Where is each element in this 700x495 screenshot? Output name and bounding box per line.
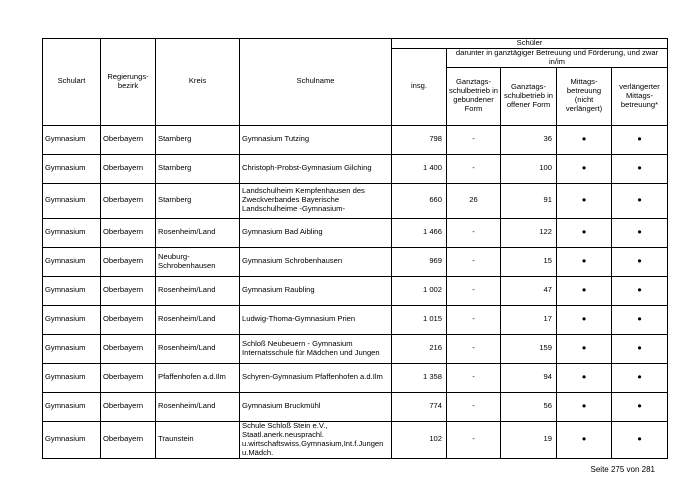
cell-mittags: ●	[557, 247, 612, 276]
cell-verlaengert: ●	[612, 218, 668, 247]
cell-schulname: Gymnasium Bad Aibling	[240, 218, 392, 247]
cell-kreis: Rosenheim/Land	[156, 334, 240, 363]
cell-mittags: ●	[557, 392, 612, 421]
cell-gebunden: -	[447, 218, 501, 247]
page-number: Seite 275 von 281	[590, 465, 655, 474]
cell-mittags: ●	[557, 125, 612, 154]
cell-mittags: ●	[557, 276, 612, 305]
cell-gebunden: -	[447, 334, 501, 363]
cell-verlaengert: ●	[612, 154, 668, 183]
header-darunter: darunter in ganztägiger Betreuung und Förderung, und zwar in/im	[447, 48, 668, 67]
cell-schulname: Schyren-Gymnasium Pfaffenhofen a.d.Ilm	[240, 363, 392, 392]
school-table	[42, 38, 668, 459]
cell-regierungsbezirk: Oberbayern	[101, 125, 156, 154]
header-regierungsbezirk: Regierungs-bezirk	[101, 39, 156, 126]
cell-offen: 94	[501, 363, 557, 392]
cell-gebunden: -	[447, 247, 501, 276]
cell-gebunden: -	[447, 276, 501, 305]
cell-gebunden: -	[447, 363, 501, 392]
table-row	[43, 125, 668, 154]
table-row	[43, 334, 668, 363]
cell-schulart: Gymnasium	[43, 154, 101, 183]
cell-mittags: ●	[557, 363, 612, 392]
cell-regierungsbezirk: Oberbayern	[101, 154, 156, 183]
table-row	[43, 154, 668, 183]
table-row	[43, 363, 668, 392]
cell-mittags: ●	[557, 421, 612, 458]
cell-verlaengert: ●	[612, 334, 668, 363]
table-row	[43, 421, 668, 458]
cell-regierungsbezirk: Oberbayern	[101, 421, 156, 458]
cell-kreis: Starnberg	[156, 183, 240, 218]
cell-schulart: Gymnasium	[43, 183, 101, 218]
cell-schulart: Gymnasium	[43, 247, 101, 276]
header-verlaengert: verlängerter Mittags-betreuung*	[612, 67, 668, 125]
table-row	[43, 218, 668, 247]
table-row	[43, 392, 668, 421]
cell-verlaengert: ●	[612, 305, 668, 334]
cell-kreis: Rosenheim/Land	[156, 276, 240, 305]
cell-insg: 969	[392, 247, 447, 276]
cell-regierungsbezirk: Oberbayern	[101, 247, 156, 276]
cell-offen: 19	[501, 421, 557, 458]
table-row	[43, 305, 668, 334]
cell-gebunden: -	[447, 421, 501, 458]
cell-kreis: Traunstein	[156, 421, 240, 458]
cell-insg: 216	[392, 334, 447, 363]
cell-offen: 17	[501, 305, 557, 334]
header-schueler: Schüler	[392, 39, 668, 49]
cell-offen: 159	[501, 334, 557, 363]
cell-insg: 1 358	[392, 363, 447, 392]
cell-gebunden: 26	[447, 183, 501, 218]
cell-regierungsbezirk: Oberbayern	[101, 363, 156, 392]
cell-schulname: Gymnasium Schrobenhausen	[240, 247, 392, 276]
header-kreis: Kreis	[156, 39, 240, 126]
cell-schulname: Schloß Neubeuern - Gymnasium Internatsschule für Mädchen und Jungen	[240, 334, 392, 363]
cell-regierungsbezirk: Oberbayern	[101, 218, 156, 247]
cell-schulart: Gymnasium	[43, 392, 101, 421]
cell-mittags: ●	[557, 154, 612, 183]
cell-schulname: Gymnasium Raubling	[240, 276, 392, 305]
cell-offen: 56	[501, 392, 557, 421]
cell-insg: 1 002	[392, 276, 447, 305]
cell-gebunden: -	[447, 154, 501, 183]
cell-mittags: ●	[557, 218, 612, 247]
cell-schulart: Gymnasium	[43, 421, 101, 458]
cell-schulart: Gymnasium	[43, 276, 101, 305]
cell-schulname: Ludwig-Thoma-Gymnasium Prien	[240, 305, 392, 334]
cell-kreis: Neuburg-Schrobenhausen	[156, 247, 240, 276]
cell-insg: 1 400	[392, 154, 447, 183]
cell-mittags: ●	[557, 183, 612, 218]
cell-verlaengert: ●	[612, 421, 668, 458]
cell-regierungsbezirk: Oberbayern	[101, 276, 156, 305]
cell-kreis: Rosenheim/Land	[156, 392, 240, 421]
header-gebunden: Ganztags-schulbetrieb in gebundener Form	[447, 67, 501, 125]
cell-insg: 1 466	[392, 218, 447, 247]
cell-schulart: Gymnasium	[43, 334, 101, 363]
cell-schulname: Gymnasium Tutzing	[240, 125, 392, 154]
header-insg: insg.	[392, 48, 447, 125]
cell-schulart: Gymnasium	[43, 305, 101, 334]
cell-kreis: Rosenheim/Land	[156, 218, 240, 247]
cell-schulname-text: Schule Schloß Stein e.V., Staatl.anerk.neusprachl. u.wirtschaftswiss.Gymnasium,Int.f.Jungen u.Mädch.	[242, 421, 384, 457]
cell-regierungsbezirk: Oberbayern	[101, 392, 156, 421]
cell-insg: 102	[392, 421, 447, 458]
cell-gebunden: -	[447, 305, 501, 334]
cell-kreis: Starnberg	[156, 154, 240, 183]
cell-insg: 774	[392, 392, 447, 421]
cell-schulname: Gymnasium Bruckmühl	[240, 392, 392, 421]
header-mittags: Mittags-betreuung (nicht verlängert)	[557, 67, 612, 125]
cell-mittags: ●	[557, 305, 612, 334]
cell-verlaengert: ●	[612, 276, 668, 305]
cell-offen: 91	[501, 183, 557, 218]
header-schulname: Schulname	[240, 39, 392, 126]
cell-schulname: Christoph-Probst-Gymnasium Gilching	[240, 154, 392, 183]
cell-kreis: Starnberg	[156, 125, 240, 154]
cell-verlaengert: ●	[612, 363, 668, 392]
header-offen: Ganztags-schulbetrieb in offener Form	[501, 67, 557, 125]
cell-offen: 100	[501, 154, 557, 183]
cell-insg: 660	[392, 183, 447, 218]
cell-verlaengert: ●	[612, 247, 668, 276]
table-row	[43, 276, 668, 305]
cell-insg: 1 015	[392, 305, 447, 334]
cell-offen: 122	[501, 218, 557, 247]
cell-offen: 15	[501, 247, 557, 276]
cell-schulname	[240, 421, 392, 458]
cell-mittags: ●	[557, 334, 612, 363]
cell-regierungsbezirk: Oberbayern	[101, 305, 156, 334]
table-row	[43, 183, 668, 218]
cell-gebunden: -	[447, 392, 501, 421]
cell-kreis: Pfaffenhofen a.d.Ilm	[156, 363, 240, 392]
cell-offen: 47	[501, 276, 557, 305]
cell-schulart: Gymnasium	[43, 125, 101, 154]
cell-kreis: Rosenheim/Land	[156, 305, 240, 334]
cell-regierungsbezirk: Oberbayern	[101, 334, 156, 363]
cell-gebunden: -	[447, 125, 501, 154]
cell-insg: 798	[392, 125, 447, 154]
table-row	[43, 247, 668, 276]
cell-verlaengert: ●	[612, 183, 668, 218]
cell-schulart: Gymnasium	[43, 218, 101, 247]
cell-verlaengert: ●	[612, 125, 668, 154]
cell-schulname: Landschulheim Kempfenhausen des Zweckverbandes Bayerische Landschulheime -Gymnasium-	[240, 183, 392, 218]
cell-verlaengert: ●	[612, 392, 668, 421]
header-schulart: Schulart	[43, 39, 101, 126]
cell-offen: 36	[501, 125, 557, 154]
cell-schulart: Gymnasium	[43, 363, 101, 392]
cell-regierungsbezirk: Oberbayern	[101, 183, 156, 218]
